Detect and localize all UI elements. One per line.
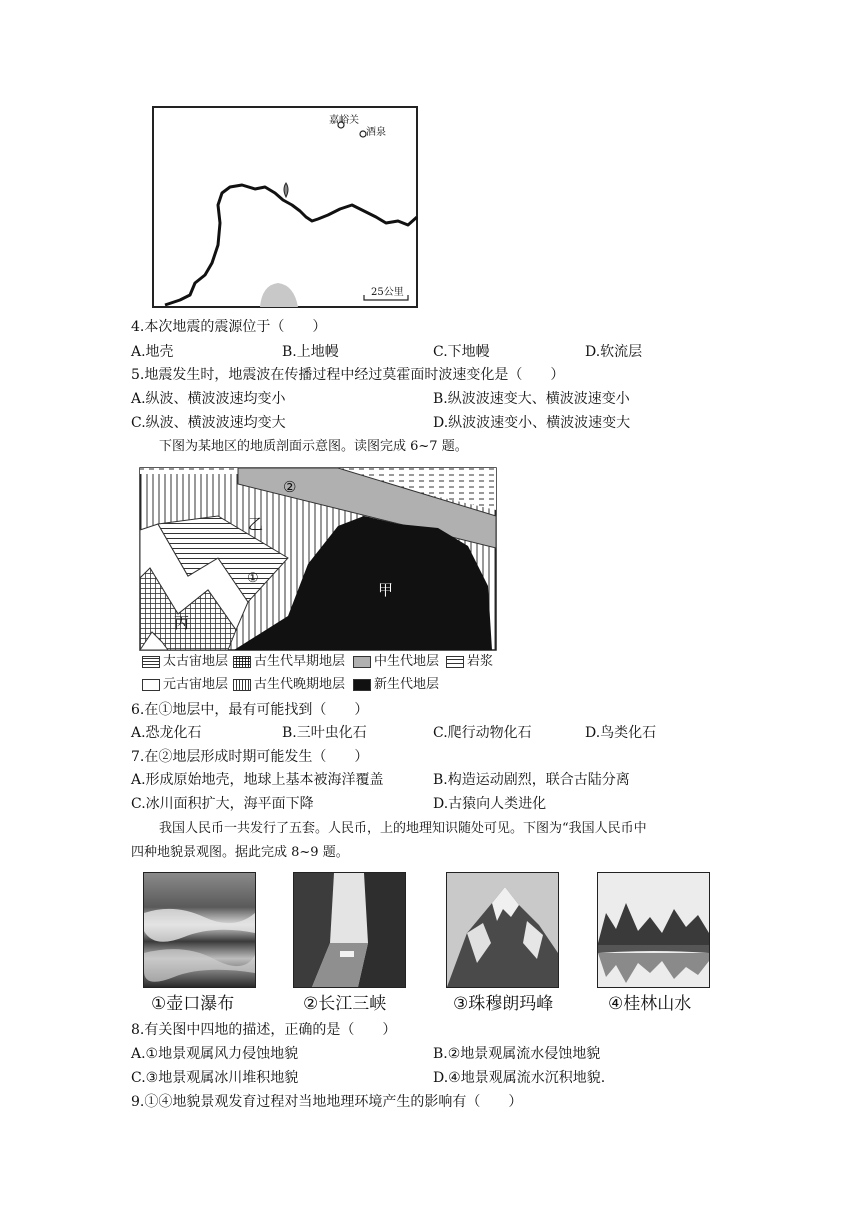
q7-option-d: D.古猿向人类进化 bbox=[433, 796, 547, 812]
legend-swatch-early-paleozoic bbox=[233, 656, 251, 668]
section-label-one: ① bbox=[247, 571, 259, 586]
section-label-bing: 丙 bbox=[174, 614, 190, 632]
q8-stem: 8.有关图中四地的描述，正确的是（ ） bbox=[131, 1022, 397, 1038]
caption-guilin: ④桂林山水 bbox=[608, 994, 692, 1014]
q4-stem: 4.本次地震的震源位于（ ） bbox=[131, 319, 327, 335]
legend-swatch-mesozoic bbox=[353, 656, 371, 668]
legend-proterozoic bbox=[142, 677, 228, 693]
q6-stem: 6.在①地层中，最有可能找到（ ） bbox=[131, 702, 369, 718]
legend-early-paleozoic bbox=[233, 654, 345, 670]
legend-label-proterozoic: 元古宙地层 bbox=[163, 677, 229, 692]
q5-option-b: B.纵波波速变大、横波波速变小 bbox=[433, 391, 630, 407]
intro-8-9-line2: 四种地貌景观图。据此完成 8~9 题。 bbox=[131, 845, 349, 860]
q8-option-d: D.④地景观属流水沉积地貌. bbox=[433, 1070, 606, 1086]
map-label-jiayuguan: 嘉峪关 bbox=[329, 115, 359, 126]
caption-hukou: ①壶口瀑布 bbox=[151, 994, 235, 1014]
q7-option-c: C.冰川面积扩大，海平面下降 bbox=[131, 796, 314, 812]
caption-three-gorges: ②长江三峡 bbox=[303, 994, 387, 1014]
q4-option-c: C.下地幔 bbox=[433, 344, 490, 360]
q7-stem: 7.在②地层形成时期可能发生（ ） bbox=[131, 749, 369, 765]
photo-three-gorges bbox=[293, 872, 406, 988]
q6-option-c: C.爬行动物化石 bbox=[433, 725, 532, 741]
photo-hukou-waterfall bbox=[143, 872, 256, 988]
legend-late-paleozoic bbox=[233, 677, 345, 693]
intro-8-9-line1: 我国人民币一共发行了五套。人民币，上的地理知识随处可见。下图为“我国人民币中 bbox=[159, 821, 647, 836]
q6-option-d: D.鸟类化石 bbox=[585, 725, 657, 741]
legend-swatch-late-paleozoic bbox=[233, 679, 251, 691]
q4-option-a: A.地壳 bbox=[131, 344, 174, 360]
q4-option-d: D.软流层 bbox=[585, 344, 643, 360]
q6-option-a: A.恐龙化石 bbox=[131, 725, 202, 741]
legend-magma bbox=[446, 654, 493, 670]
map-scale-label: 25公里 bbox=[371, 287, 404, 298]
q8-option-b: B.②地景观属流水侵蚀地貌 bbox=[433, 1046, 601, 1062]
q7-option-b: B.构造运动剧烈，联合古陆分离 bbox=[433, 772, 630, 788]
q5-option-c: C.纵波、横波波速均变大 bbox=[131, 415, 286, 431]
legend-label-magma: 岩浆 bbox=[467, 654, 494, 669]
intro-6-7: 下图为某地区的地质剖面示意图。读图完成 6~7 题。 bbox=[159, 439, 468, 454]
legend-swatch-magma bbox=[446, 656, 464, 668]
legend-swatch-proterozoic bbox=[142, 679, 160, 691]
q6-option-b: B.三叶虫化石 bbox=[282, 725, 367, 741]
q5-option-d: D.纵波波速变小、横波波速变大 bbox=[433, 415, 631, 431]
legend-label-cenozoic: 新生代地层 bbox=[374, 677, 440, 692]
section-label-jia: 甲 bbox=[378, 581, 394, 599]
legend-label-early-paleozoic: 古生代早期地层 bbox=[254, 654, 346, 669]
legend-label-mesozoic: 中生代地层 bbox=[374, 654, 440, 669]
legend-archean bbox=[142, 654, 228, 670]
q8-option-a: A.①地景观属风力侵蚀地貌 bbox=[131, 1046, 299, 1062]
legend-cenozoic bbox=[353, 677, 439, 693]
legend-swatch-cenozoic bbox=[353, 679, 371, 691]
legend-mesozoic bbox=[353, 654, 439, 670]
map-label-jiuquan: 酒泉 bbox=[366, 127, 386, 138]
q5-option-a: A.纵波、横波波速均变小 bbox=[131, 391, 286, 407]
section-label-yi: 乙 bbox=[248, 515, 264, 533]
section-label-two: ② bbox=[283, 478, 297, 496]
q5-stem: 5.地震发生时，地震波在传播过程中经过莫霍面时波速变化是（ ） bbox=[131, 367, 565, 383]
caption-everest: ③珠穆朗玛峰 bbox=[453, 994, 554, 1014]
legend-label-archean: 太古宙地层 bbox=[163, 654, 229, 669]
geologic-section-diagram bbox=[138, 466, 498, 652]
q8-option-c: C.③地景观属冰川堆积地貌 bbox=[131, 1070, 299, 1086]
legend-swatch-archean bbox=[142, 656, 160, 668]
q7-option-a: A.形成原始地壳，地球上基本被海洋覆盖 bbox=[131, 772, 384, 788]
q4-option-b: B.上地幔 bbox=[282, 344, 339, 360]
q9-stem: 9.①④地貌景观发育过程对当地地理环境产生的影响有（ ） bbox=[131, 1094, 523, 1110]
photo-everest bbox=[446, 872, 559, 988]
legend-label-late-paleozoic: 古生代晚期地层 bbox=[254, 677, 346, 692]
photo-guilin bbox=[597, 872, 710, 988]
